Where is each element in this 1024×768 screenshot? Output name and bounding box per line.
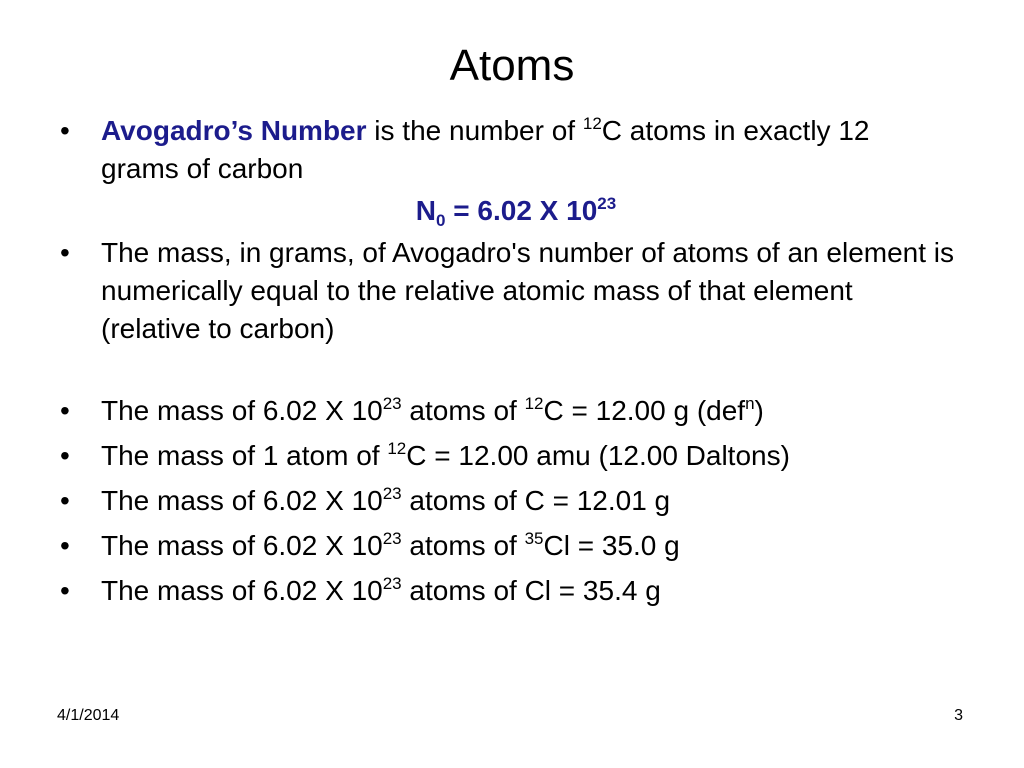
bullet-icon: • bbox=[60, 485, 70, 516]
equation-exponent: 23 bbox=[597, 194, 617, 213]
mass-examples-list bbox=[55, 392, 955, 610]
bullet-mass-one-atom bbox=[55, 437, 955, 475]
footer-date: 4/1/2014 bbox=[57, 707, 120, 724]
def-superscript: n bbox=[745, 394, 755, 413]
bullet-text: C = 12.00 amu (12.00 Daltons) bbox=[406, 440, 790, 471]
exponent-superscript: 23 bbox=[382, 394, 402, 413]
definition-text: is the number of bbox=[366, 115, 583, 146]
isotope-superscript: 12 bbox=[387, 439, 407, 458]
bullet-icon: • bbox=[60, 440, 70, 471]
avogadro-equation bbox=[101, 192, 931, 230]
bullet-text: The mass of 6.02 X 10 bbox=[101, 575, 383, 606]
spacer bbox=[55, 348, 955, 392]
slide-content bbox=[55, 112, 955, 617]
bullet-text: The mass of 6.02 X 10 bbox=[101, 395, 383, 426]
bullet-text: The mass of 6.02 X 10 bbox=[101, 530, 383, 561]
bullet-mass-chlorine bbox=[55, 572, 955, 610]
bullet-text: Cl = 35.0 g bbox=[543, 530, 680, 561]
exponent-superscript: 23 bbox=[382, 529, 402, 548]
slide-title: Atoms bbox=[449, 41, 575, 90]
bullet-icon: • bbox=[60, 115, 70, 146]
isotope-superscript: 12 bbox=[524, 394, 544, 413]
bullet-text: C = 12.00 g (def bbox=[543, 395, 746, 426]
bullet-text: atoms of Cl = 35.4 g bbox=[401, 575, 661, 606]
bullet-icon: • bbox=[60, 575, 70, 606]
equation-symbol: N bbox=[415, 195, 437, 226]
bullet-mass-12c-definition bbox=[55, 392, 955, 430]
bullet-text: atoms of C = 12.01 g bbox=[401, 485, 671, 516]
exponent-superscript: 23 bbox=[382, 484, 402, 503]
definition-text-end: C atoms in exactly 12 grams of carbon bbox=[101, 115, 870, 184]
bullet-text: ) bbox=[754, 395, 764, 426]
bullet-text: The mass, in grams, of Avogadro's number of atoms of an element is numerically equal to the relative atomic mass of that element (relative to carbon) bbox=[101, 237, 955, 344]
bullet-mass-carbon bbox=[55, 482, 955, 520]
bullet-text: atoms of bbox=[401, 395, 525, 426]
bullet-icon: • bbox=[60, 237, 70, 268]
avogadro-term: Avogadro’s Number bbox=[101, 115, 367, 146]
bullet-icon: • bbox=[60, 395, 70, 426]
bullet-icon: • bbox=[60, 530, 70, 561]
bullet-avogadro-definition bbox=[55, 112, 955, 188]
equation-subscript: 0 bbox=[436, 211, 446, 230]
isotope-superscript: 12 bbox=[582, 114, 602, 133]
exponent-superscript: 23 bbox=[382, 574, 402, 593]
equation-value: = 6.02 X 10 bbox=[445, 195, 598, 226]
footer-page-number: 3 bbox=[954, 707, 963, 724]
bullet-text: The mass of 6.02 X 10 bbox=[101, 485, 383, 516]
bullet-text: atoms of bbox=[401, 530, 525, 561]
bullet-text: The mass of 1 atom of bbox=[101, 440, 388, 471]
bullet-mass-equivalence bbox=[55, 234, 955, 348]
bullet-mass-35cl bbox=[55, 527, 955, 565]
isotope-superscript: 35 bbox=[524, 529, 544, 548]
